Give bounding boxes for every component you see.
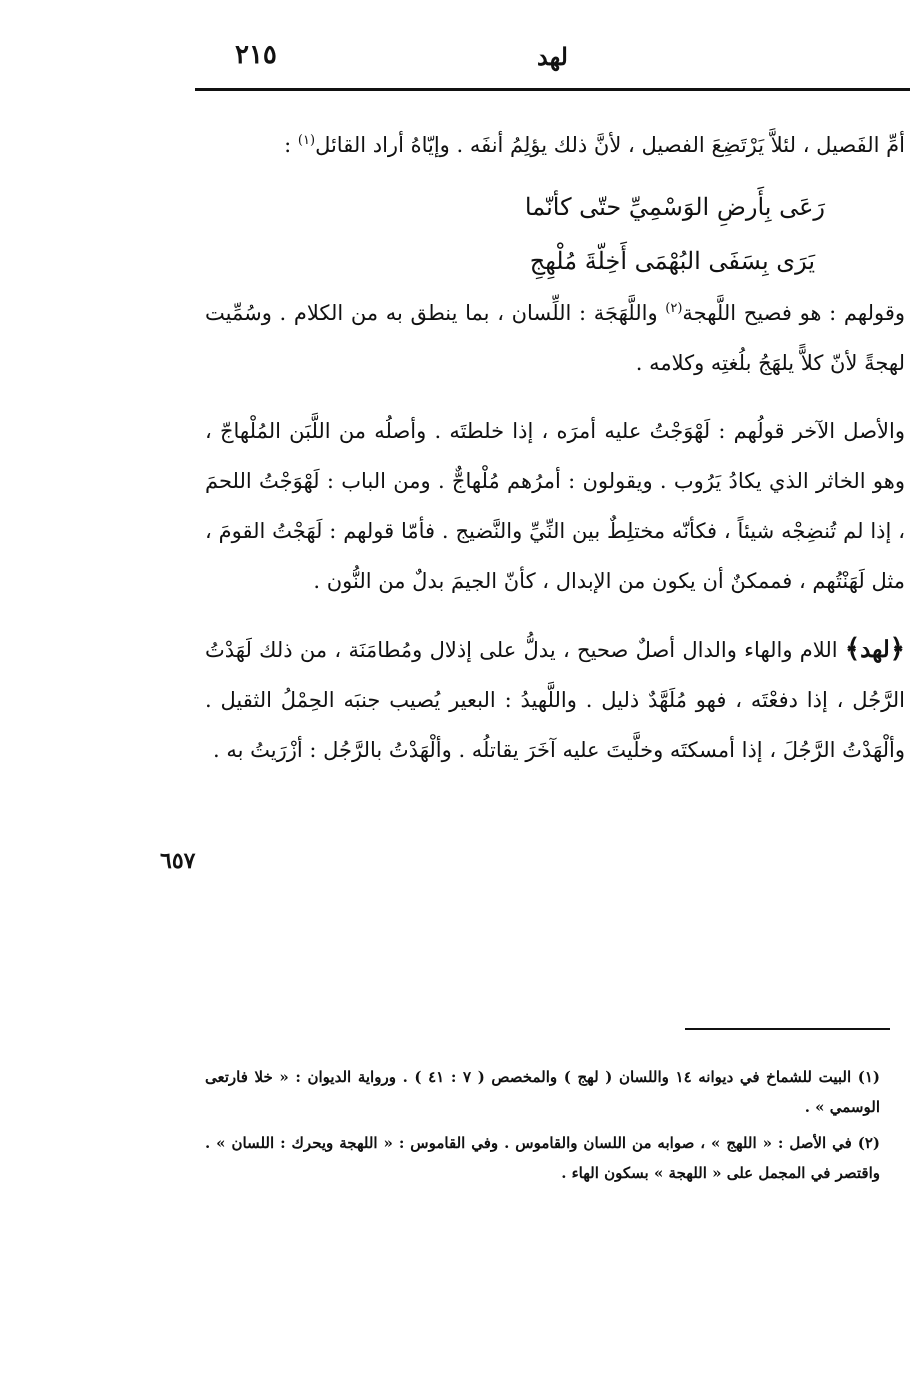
paragraph-2 — [205, 288, 905, 388]
paragraph-3: والأصل الآخر قولُهم : لَهْوَجْتُ عليه أمرَه ، إذا خلطتَه . وأصلُه من اللَّبَن المُلْهاجّ ، وهو الخاثر الذي يكادُ يَرُوب . ويقولون : أمرُهم مُلْهاجٌّ . ومن الباب : لَهْوَجْتُ اللحمَ ، إذا لم تُنضِجْه شيئاً ، فكأنّه مختلِطٌ بين النِّيِّ والنَّضيج . فأمّا قولهم : لَهَجْتُ القومَ ، مثل لَهَنْتُهم ، فممكنٌ أن يكون من الإبدال ، كأنّ الجيمَ بدلٌ من النُّون . — [205, 419, 905, 593]
paragraph-1-end: : — [284, 133, 298, 157]
footnote-ref-1: (١) — [297, 133, 316, 148]
running-head: لهد — [537, 42, 568, 71]
main-text — [205, 120, 905, 775]
poem-line-2: يَرَى بِسَفَى البُهْمَى أَخِلّةَ مُلْهِجِ — [529, 247, 815, 275]
poem-verse — [205, 180, 905, 288]
paragraph-2-text-b: واللَّهَجَة : اللِّسان ، بما ينطق به من الكلام . وسُمِّيت لهجةً لأنّ كلاًّ يلهَجُ بلُغتِه وكلامه . — [205, 301, 905, 375]
poem-line-1: رَعَى بِأَرضِ الوَسْمِيِّ حتّى كأنّما — [524, 193, 825, 221]
footnote-rule — [685, 1028, 890, 1030]
page-header — [195, 40, 910, 88]
paragraph-4 — [205, 624, 905, 775]
page-number: ٢١٥ — [235, 40, 277, 70]
footnote-ref-2: (٢) — [665, 301, 683, 316]
paragraph-2-text-a: وقولهم : هو فصيح اللَّهجة — [682, 301, 905, 325]
entry-bracket-open: ﴿ — [889, 634, 905, 664]
paragraph-1 — [205, 120, 905, 170]
entry-headword: لهد — [860, 636, 890, 663]
paragraph-4-text: اللام والهاء والدال أصلٌ صحيح ، يدلُّ على إذلال ومُطامَنَة ، من ذلك لَهَدْتُ الرَّجُل ، إذا دفعْتَه ، فهو مُلَهَّدٌ ذليل . واللَّهيدُ : البعير يُصيب جنبَه الحِمْلُ الثقيل . وألْهَدْتُ الرَّجُلَ ، إذا أمسكتَه وخلَّيتَ عليه آخَرَ يقاتلُه . وألْهَدْتُ بالرَّجُل : أزْرَيتُ به . — [205, 638, 905, 762]
footnote-2: (٢) في الأصل : « اللهج » ، صوابه من اللسان والقاموس . وفي القاموس : « اللهجة ويحرك : اللسان » . واقتصر في المجمل على « اللهجة » بسكون الهاء . — [205, 1134, 880, 1182]
footnote-1: (١) البيت للشماخ في ديوانه ١٤ واللسان ( لهج ) والمخصص ( ٧ : ٤١ ) . ورواية الديوان : « خلا فارتعى الوسمي » . — [205, 1068, 881, 1116]
paragraph-1-text: أمِّ الفَصيل ، لئلاَّ يَرْتَضِعَ الفصيل ، لأنَّ ذلك يؤلِمُ أنفَه . وإيّاهُ أراد القائل — [315, 133, 905, 157]
margin-number: ٦٥٧ — [160, 848, 196, 874]
footnotes — [205, 1062, 880, 1194]
entry-bracket-close: ﴾ — [844, 634, 861, 664]
header-rule — [195, 88, 910, 91]
